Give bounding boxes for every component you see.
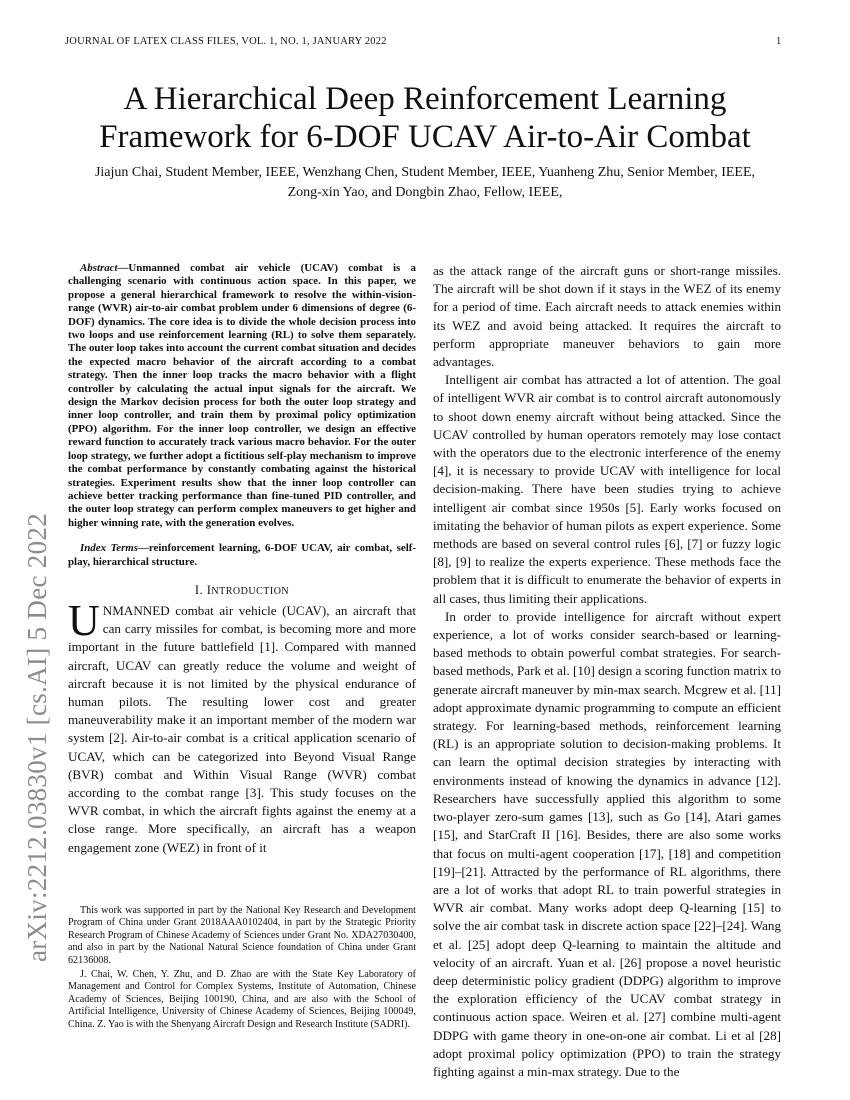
index-terms-text: —reinforcement learning, 6-DOF UCAV, air combat, self-play, hierarchical structure. [68,542,416,568]
right-column [433,262,781,1081]
arxiv-identifier-stamp: arXiv:2212.03830v1 [cs.AI] 5 Dec 2022 [22,512,52,962]
right-paragraph-2: Intelligent air combat has attracted a lot of attention. The goal of intelligent WVR air combat is to control aircraft autonomously to shoot down enemy aircraft without being attacked. Since the UCAV controlled by human operators remotely may lose contact with the operators due to the electronic interference of the enemy [4], it is necessary to provide UCAV with intelligence for local decision-making. There have been studies trying to achieve intelligent air combat since 1950s [5]. Early works focused on imitating the behavior of human pilots as expert experience. Some methods are based on several control rules [6], [7] or fuzzy logic [8], [9] to realize the experts experience. These methods face the problem that it is difficult to enumerate the behavior of experts in all cases, thus limiting their applications. [433,372,781,606]
author-list: Jiajun Chai, Student Member, IEEE, Wenzhang Chen, Student Member, IEEE, Yuanheng Zhu, Senior Member, IEEE, Zong-xin Yao, and Dongbin Zhao, Fellow, IEEE, [94,165,756,200]
right-paragraph-1: as the attack range of the aircraft guns or short-range missiles. The aircraft will be shot down if it stays in the WEZ of its enemy for a period of time. Each aircraft needs to attack enemies within its WEZ and avoid being attacked. It requires the aircraft to perform appropriate maneuver behaviors to gain more advantages. [433,263,781,370]
index-terms [68,542,416,569]
drop-cap: U [68,595,100,645]
page-number: 1 [776,36,782,47]
section-heading-introduction [68,583,416,598]
section-title: NTRODUCTION [211,585,290,597]
affiliation-footnote: J. Chai, W. Chen, Y. Zhu, and D. Zhao are with the State Key Laboratory of Management and Control for Complex Systems, Institute of Automation, Chinese Academy of Sciences, Beijing 100190, China, and are also with the School of Artificial Intelligence, University of Chinese Academy of Sciences, Beijing 100049, China. Z. Yao is with the Shenyang Aircraft Design and Research Institute (SADRI). [68,969,416,1030]
footnotes [68,905,416,1031]
funding-footnote: This work was supported in part by the National Key Research and Development Program of China under Grant 2018AAA0102404, in part by the Strategic Priority Research Program of Chinese Academy of Sciences under Grant No. XDA27030400, and also in part by the National Natural Science foundation of China under Grant 62136008. [68,905,416,966]
section-numeral: I. I [194,582,212,597]
abstract-label: Abstract [80,262,118,274]
abstract-text: —Unmanned combat air vehicle (UCAV) combat is a challenging scenario with continuous action space. In this paper, we propose a general hierarchical framework to resolve the within-vision-range (WVR) air-to-air combat problem under 6 dimensions of degree (6-DOF) dynamics. The core idea is to divide the whole decision process into two loops and use reinforcement learning (RL) to solve them separately. The outer loop takes into account the current combat situation and decides the expected macro behavior of the aircraft according to a combat strategy. Then the inner loop tracks the macro behavior with a flight controller by calculating the actual input signals for the aircraft. We design the Markov decision process for both the outer loop strategy and inner loop controller, and train them by proximal policy optimization (PPO) algorithm. For the inner loop controller, we design an effective reward function to accurately track various macro behavior. For the outer loop strategy, we further adopt a fictitious self-play mechanism to improve the combat performance by constantly combating against the historical strategies. Experiment results show that the inner loop controller can achieve better tracking performance than fine-tuned PID controller, and the outer loop strategy can perform complex maneuvers to get higher and higher winning rate, with the generation evolves. [68,262,416,529]
abstract [68,262,416,530]
paper-title: A Hierarchical Deep Reinforcement Learning Framework for 6-DOF UCAV Air-to-Air Combat [99,81,751,155]
right-paragraph-3: In order to provide intelligence for aircraft without expert experience, a lot of works consider search-based or learning-based methods to obtain powerful combat strategies. For search-based methods, Park et al. [10] design a scoring function matrix to generate aircraft maneuver by min-max search. Mcgrew et al. [11] adopt approximate dynamic programming to compute an efficient strategy. For learning-based methods, reinforcement learning (RL) is an appropriate solution to decision-making problems. It can learn the optimal decision strategies by interacting with environments instead of knowing the dynamics in advance [12]. Researchers have successfully applied this algorithm to some two-player zero-sum games [13], such as Go [14], Atari games [15], and StarCraft II [16]. Besides, there are also some works that focus on multi-agent cooperation [17], [18] and competition [19]–[21]. Attracted by the performance of RL algorithms, there are a lot of works that adopt RL to train powerful strategies in WVR air combat. Many works adopt deep Q-learning [15] to solve the air combat task in discrete action space [22]–[24]. Wang et al. [25] adopt deep Q-learning to maintain the altitude and velocity of an aircraft. Yuan et al. [26] propose a novel heuristic deep deterministic policy gradient (DDPG) algorithm to improve the exploration efficiency of the UCAV combat strategy in continuous action space. Weiren et al. [27] combine multi-agent DDPG with game theory in one-on-one air combat. Li et al [28] adopt proximal policy optimization (PPO) to train the strategy fighting against a min-max strategy. Due to the [433,608,781,1079]
intro-paragraph [68,595,416,857]
intro-text: combat air vehicle (UCAV), an aircraft that can carry missiles for combat, is becoming more and more important in the future battlefield [1]. Compared with manned aircraft, UCAV can greatly reduce the volume and weight of aircraft because it is not limited by the physical endurance of human pilots. The resulting lower cost and greater maneuverability make it an important member of the modern war system [2]. Air-to-air combat is a critical application scenario of UCAV, which can be categorized into Beyond Visual Range (BVR) combat and Within Visual Range (WVR) combat according to the combat range [3]. This study focuses on the WVR combat, in which the aircraft fights against the enemy at a close range. More specifically, an aircraft has a weapon engagement zone (WEZ) in front of it [68,602,416,855]
first-word-rest: NMANNED [102,602,170,618]
running-head: JOURNAL OF LATEX CLASS FILES, VOL. 1, NO. 1, JANUARY 2022 [65,36,387,47]
left-column [68,262,416,857]
index-terms-label: Index Terms [80,542,139,555]
